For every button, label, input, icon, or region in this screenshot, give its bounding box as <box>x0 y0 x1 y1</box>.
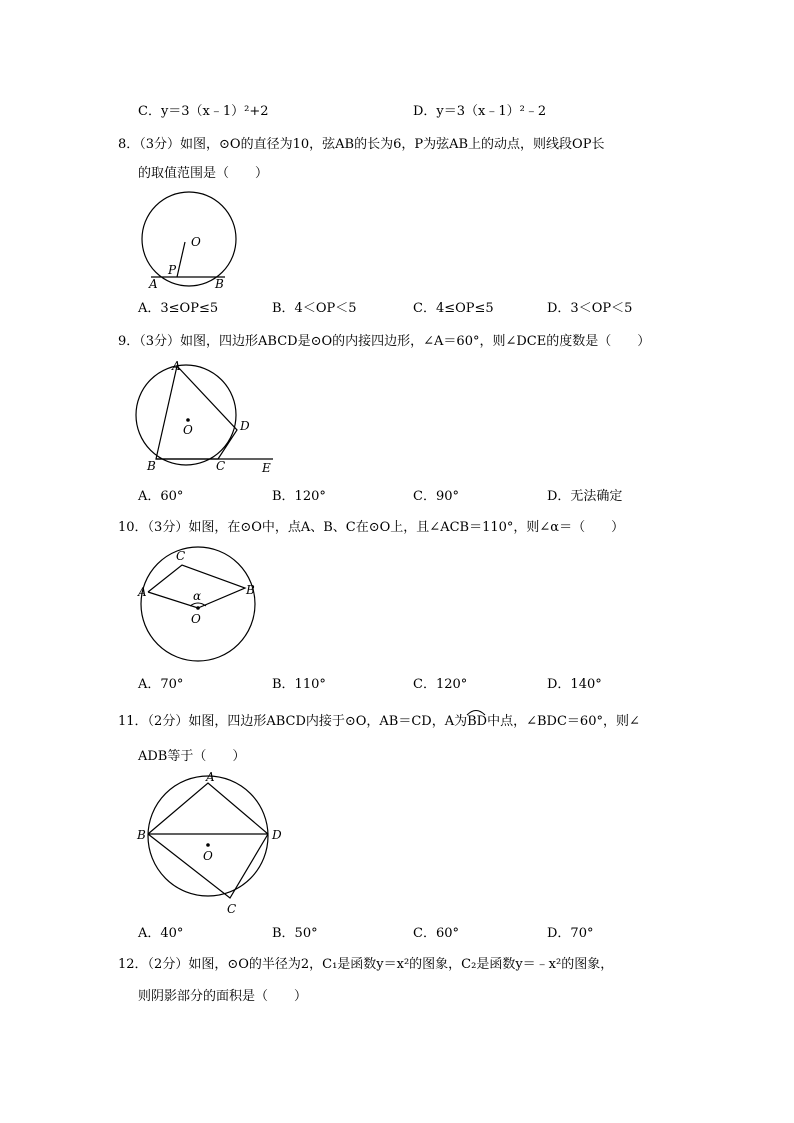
q8-label-a: A <box>149 277 158 291</box>
q11-stem-part1: 11．（2分）如图，四边形ABCD内接于⊙O，AB＝CD，A为 <box>118 714 468 729</box>
q11-arc-label: BD <box>467 714 488 729</box>
q10-label-b: B <box>246 583 255 597</box>
q9-label-b: B <box>147 459 156 473</box>
q11-label-c: C <box>227 902 237 916</box>
q11-stem-line1 <box>118 713 640 731</box>
q9-option-d: D．无法确定 <box>547 489 623 504</box>
q10-option-b: B．110° <box>272 677 326 692</box>
q8-label-p: P <box>168 263 177 277</box>
q9-label-o: O <box>183 423 193 437</box>
q9-quadrilateral <box>156 366 237 459</box>
q11-option-c: C．60° <box>413 926 459 941</box>
q11-stem-line2: ADB等于（ ） <box>138 749 246 764</box>
q11-arc-bd <box>467 713 487 731</box>
q9-center-dot <box>186 418 190 422</box>
q8-stem-line1: 8．（3分）如图，⊙O的直径为10，弦AB的长为6，P为弦AB上的动点，则线段OP长 <box>118 137 605 152</box>
q9-label-a: A <box>172 359 181 373</box>
q12-stem-line2: 则阴影部分的面积是（ ） <box>138 989 308 1004</box>
q9-label-c: C <box>216 459 226 473</box>
q11-label-o: O <box>203 849 213 863</box>
q7-option-d: D．y＝3（x﹣1）²﹣2 <box>413 104 547 119</box>
q11-stem-part2: 中点，∠BDC＝60°，则∠ <box>487 714 640 729</box>
q10-label-c: C <box>176 549 186 563</box>
q10-label-a: A <box>138 585 147 599</box>
q10-label-alpha: α <box>193 589 202 603</box>
q9-option-a: A．60° <box>138 489 184 504</box>
q9-label-d: D <box>240 419 250 433</box>
q10-figure <box>130 545 265 665</box>
q8-figure <box>130 195 250 295</box>
q8-option-c: C．4≤OP≤5 <box>413 301 494 316</box>
q8-option-b: B．4＜OP＜5 <box>272 301 357 316</box>
q11-figure <box>133 770 293 920</box>
q9-label-e: E <box>262 461 271 475</box>
q11-label-d: D <box>272 828 282 842</box>
q9-figure <box>130 358 290 476</box>
q11-quadrilateral <box>148 783 268 898</box>
q11-option-a: A．40° <box>138 926 184 941</box>
q10-stem: 10．（3分）如图，在⊙O中，点A、B、C在⊙O上，且∠ACB＝110°，则∠α＝（ ） <box>118 520 625 535</box>
q7-option-c: C．y＝3（x﹣1）²+2 <box>138 104 269 119</box>
q11-circle <box>148 776 268 896</box>
q8-stem-line2: 的取值范围是（ ） <box>138 166 269 181</box>
q9-circle <box>136 365 236 465</box>
q11-option-d: D．70° <box>547 926 594 941</box>
q8-label-b: B <box>215 277 224 291</box>
q8-label-o: O <box>191 235 201 249</box>
q11-label-b: B <box>137 828 146 842</box>
q12-stem-line1: 12．（2分）如图，⊙O的半径为2，C₁是函数y＝x²的图象，C₂是函数y＝﹣x²的图象， <box>118 957 614 972</box>
q8-circle <box>142 192 236 286</box>
q10-option-d: D．140° <box>547 677 602 692</box>
q11-arc-symbol <box>466 708 486 716</box>
q10-option-a: A．70° <box>138 677 184 692</box>
q10-center-dot <box>196 606 200 610</box>
q11-option-b: B．50° <box>272 926 318 941</box>
q10-option-c: C．120° <box>413 677 468 692</box>
q9-stem: 9．（3分）如图，四边形ABCD是⊙O的内接四边形，∠A＝60°，则∠DCE的度数是（ ） <box>118 334 651 349</box>
q10-circle <box>141 547 255 661</box>
q8-segment-op <box>177 242 185 277</box>
q9-option-c: C．90° <box>413 489 459 504</box>
q8-option-d: D．3＜OP＜5 <box>547 301 633 316</box>
q10-label-o: O <box>191 612 201 626</box>
q11-center-dot <box>206 843 210 847</box>
q9-option-b: B．120° <box>272 489 326 504</box>
q11-label-a: A <box>206 770 215 784</box>
q8-option-a: A．3≤OP≤5 <box>138 301 219 316</box>
